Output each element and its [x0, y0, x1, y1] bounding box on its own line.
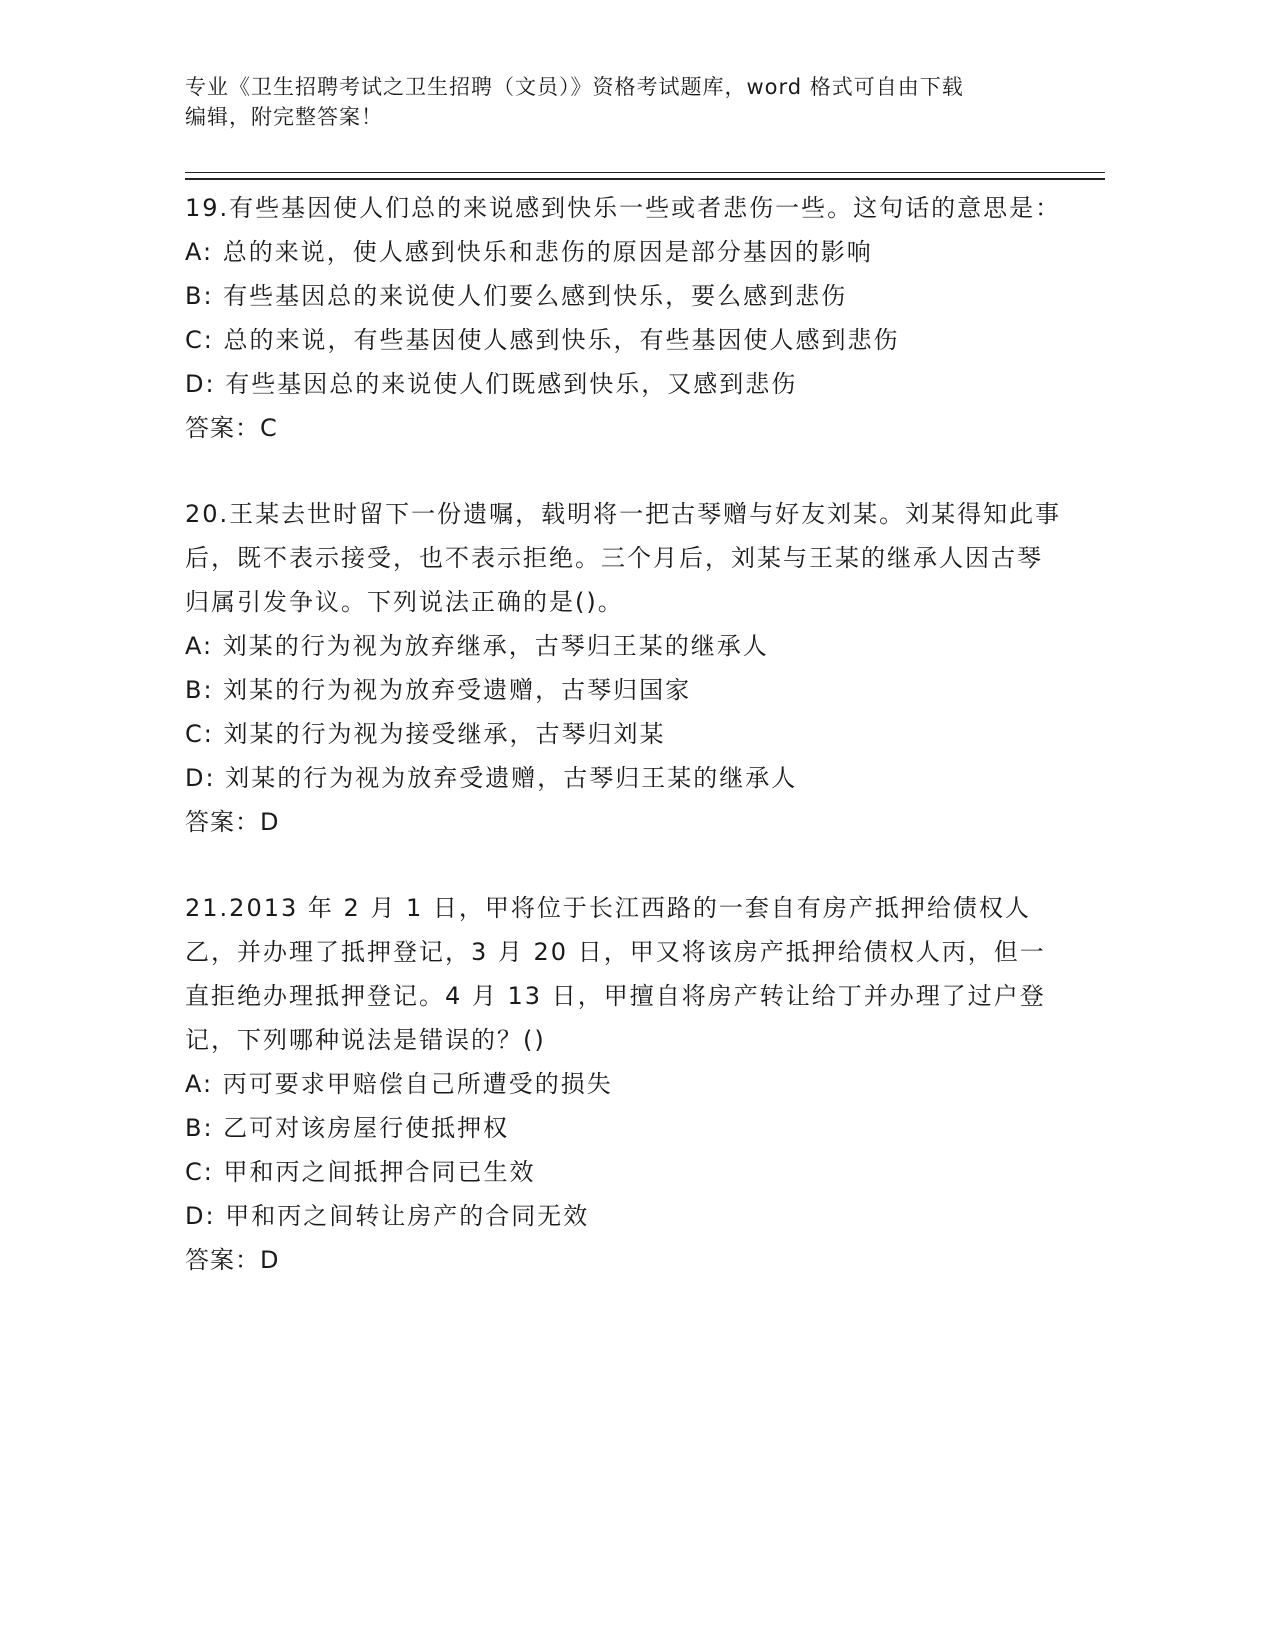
option-d: D: 刘某的行为视为放弃受遗赠，古琴归王某的继承人: [185, 764, 798, 792]
option-b: B: 刘某的行为视为放弃受遗赠，古琴归国家: [185, 676, 692, 704]
option-list: [185, 624, 1065, 800]
document-header: [185, 72, 1105, 132]
question-stem: 21.2013 年 2 月 1 日，甲将位于长江西路的一套自有房产抵押给债权人乙，并办理了抵押登记，3 月 20 日，甲又将该房产抵押给债权人丙，但一直拒绝办理抵押登记。4 月 13 日，甲擅自将房产转让给丁并办理了过户登记，下列哪种说法是错误的？(): [185, 894, 1046, 1054]
question-21: [185, 886, 1065, 1282]
option-a: A: 刘某的行为视为放弃继承，古琴归王某的继承人: [185, 632, 769, 660]
option-d: D: 有些基因总的来说使人们既感到快乐，又感到悲伤: [185, 370, 798, 398]
header-line-1: 专业《卫生招聘考试之卫生招聘（文员）》资格考试题库，word 格式可自由下载: [185, 75, 964, 99]
header-divider-thin: [185, 172, 1105, 173]
option-c: C: 甲和丙之间抵押合同已生效: [185, 1158, 536, 1186]
question-stem: 19.有些基因使人们总的来说感到快乐一些或者悲伤一些。这句话的意思是：: [185, 194, 1062, 222]
question-stem: 20.王某去世时留下一份遗嘱，载明将一把古琴赠与好友刘某。刘某得知此事后，既不表示接受，也不表示拒绝。三个月后，刘某与王某的继承人因古琴归属引发争议。下列说法正确的是()。: [185, 500, 1062, 616]
answer-line: 答案：D: [185, 1246, 280, 1274]
question-list: [185, 186, 1065, 1324]
option-list: [185, 230, 1065, 406]
answer-line: 答案：D: [185, 808, 280, 836]
answer-line: 答案：C: [185, 414, 278, 442]
question-19: [185, 186, 1065, 450]
option-d: D: 甲和丙之间转让房产的合同无效: [185, 1202, 590, 1230]
header-line-2: 编辑，附完整答案！: [185, 105, 383, 129]
question-20: [185, 492, 1065, 844]
option-list: [185, 1062, 1065, 1238]
option-a: A: 丙可要求甲赔偿自己所遭受的损失: [185, 1070, 613, 1098]
option-a: A: 总的来说，使人感到快乐和悲伤的原因是部分基因的影响: [185, 238, 873, 266]
option-b: B: 有些基因总的来说使人们要么感到快乐，要么感到悲伤: [185, 282, 848, 310]
option-c: C: 刘某的行为视为接受继承，古琴归刘某: [185, 720, 666, 748]
option-b: B: 乙可对该房屋行使抵押权: [185, 1114, 510, 1142]
option-c: C: 总的来说，有些基因使人感到快乐，有些基因使人感到悲伤: [185, 326, 900, 354]
header-divider-thick: [185, 178, 1105, 180]
